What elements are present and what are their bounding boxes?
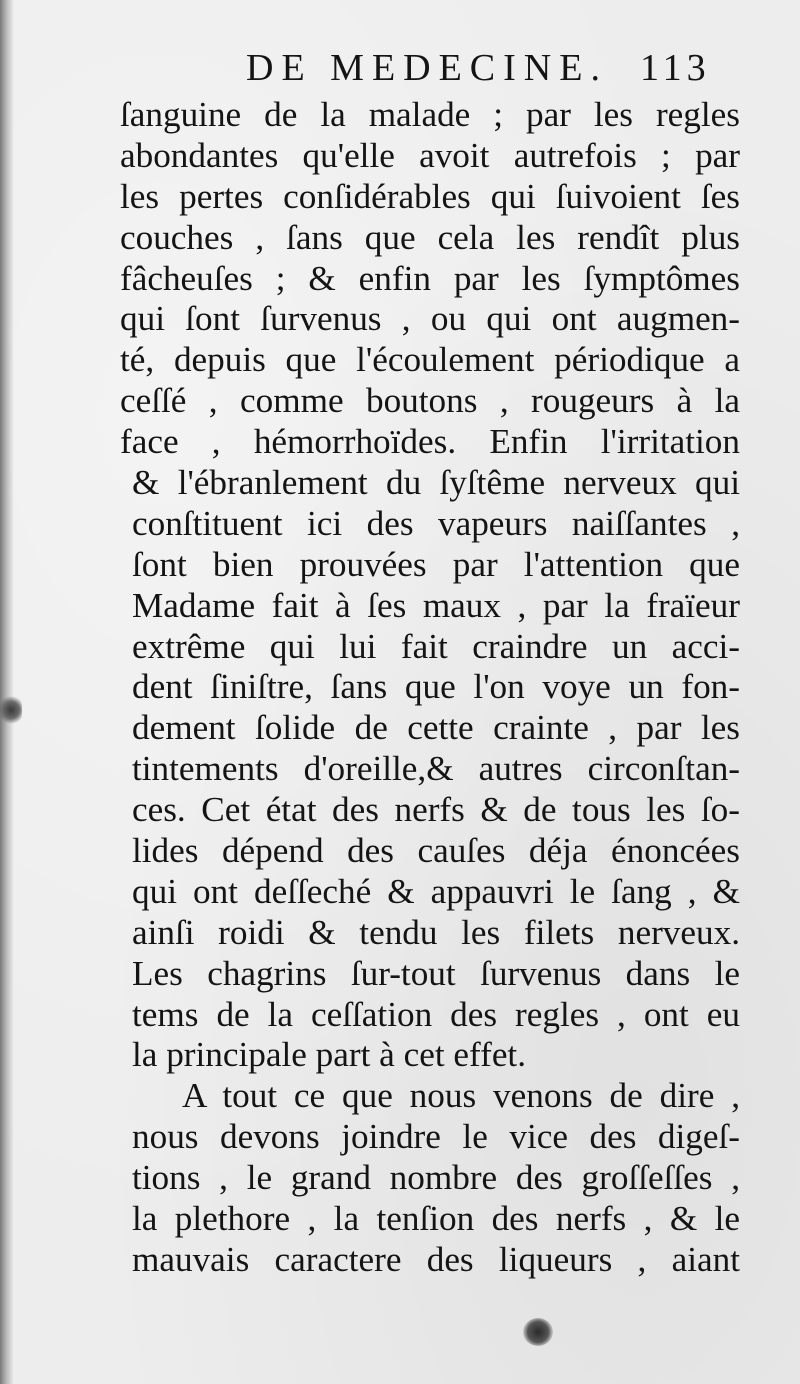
text-line: & l'ébranlement du ſyſtême nerveux qui xyxy=(132,463,740,503)
text-line: ces. Cet état des nerfs & de tous les ſo- xyxy=(132,790,740,830)
text-line: Madame fait à ſes maux , par la fraïeur xyxy=(132,585,740,625)
running-title: DE MEDECINE. xyxy=(246,47,608,89)
text-line: ceſſé , comme boutons , rougeurs à la xyxy=(120,381,740,421)
text-line: tintements d'oreille,& autres circonſtan- xyxy=(132,749,740,789)
page-number: 113 xyxy=(640,47,711,89)
text-line: ſont bien prouvées par l'attention que xyxy=(132,544,740,584)
text-line: abondantes qu'elle avoit autrefois ; par xyxy=(120,135,740,175)
text-line: ſanguine de la malade ; par les regles xyxy=(120,95,740,134)
text-line: qui ſont ſurvenus , ou qui ont augmen- xyxy=(120,299,740,339)
text-line: tems de la ceſſation des regles , ont eu xyxy=(132,994,740,1034)
text-line: fâcheuſes ; & enfin par les ſymptômes xyxy=(120,258,740,298)
body-text xyxy=(120,95,740,1281)
binding-stitch-mark xyxy=(0,695,22,725)
text-line: dement ſolide de cette crainte , par les xyxy=(132,708,740,748)
text-line: lides dépend des cauſes déja énoncées xyxy=(132,831,740,871)
paragraph-start-line: A tout ce que nous venons de dire , xyxy=(182,1076,740,1116)
ink-blot-mark xyxy=(523,1318,553,1346)
text-line: extrême qui lui fait craindre un acci- xyxy=(132,626,740,666)
binding-gutter-shadow xyxy=(0,0,14,1384)
text-line: les pertes conſidérables qui ſuivoient ſes xyxy=(120,176,740,216)
text-line: dent ſiniſtre, ſans que l'on voye un fon- xyxy=(132,667,740,707)
text-line: mauvais caractere des liqueurs , aiant xyxy=(132,1239,740,1279)
text-line: Les chagrins ſur-tout ſurvenus dans le xyxy=(132,953,740,993)
text-line: ainſi roidi & tendu les filets nerveux. xyxy=(132,912,740,952)
text-line: té, depuis que l'écoulement périodique a xyxy=(120,340,740,380)
text-line: la plethore , la tenſion des nerfs , & le xyxy=(132,1199,740,1239)
paragraph-end-line: la principale part à cet effet. xyxy=(132,1035,527,1075)
text-line: face , hémorrhoïdes. Enfin l'irritation xyxy=(120,422,740,462)
text-line: tions , le grand nombre des groſſeſſes , xyxy=(132,1158,740,1198)
text-line: conſtituent ici des vapeurs naiſſantes , xyxy=(132,503,740,543)
text-line: qui ont deſſeché & appauvri le ſang , & xyxy=(132,871,740,911)
text-line: couches , ſans que cela les rendît plus xyxy=(120,217,740,257)
text-line: nous devons joindre le vice des digeſ- xyxy=(132,1117,740,1157)
running-head xyxy=(0,40,800,100)
